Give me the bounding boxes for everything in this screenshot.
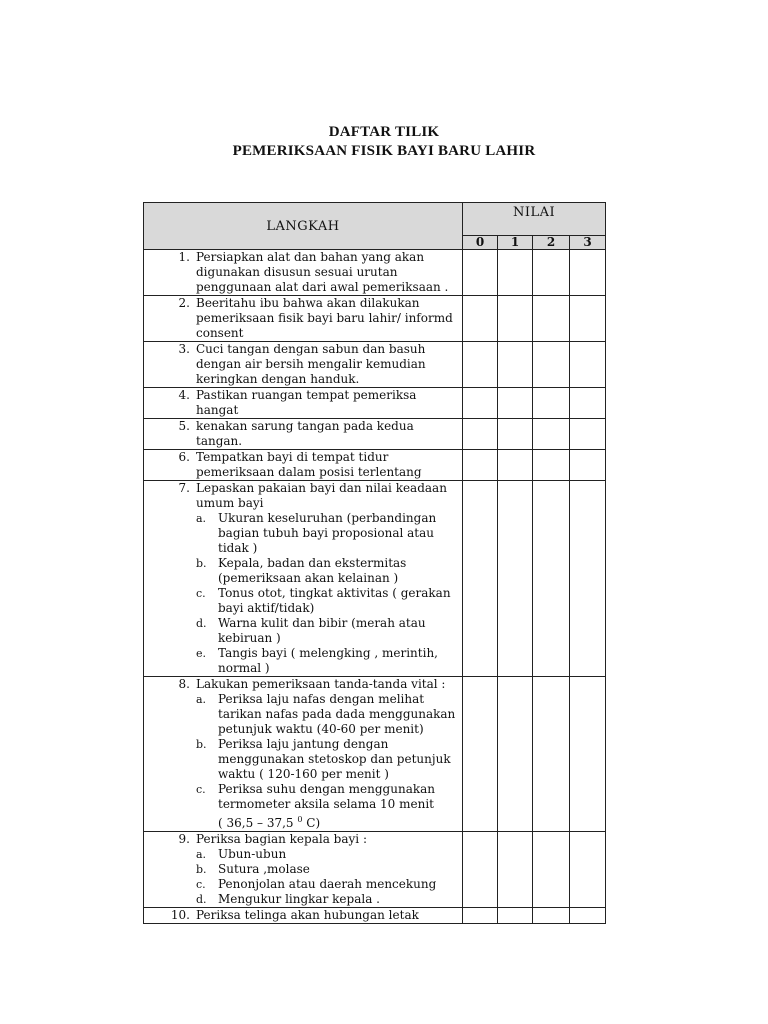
score-cell-2[interactable] [533,908,570,924]
table-row [144,832,606,908]
score-cell-1[interactable] [498,450,533,481]
sub-item-text: Penonjolan atau daerah mencekung [218,877,437,891]
sub-item-text: Sutura ,molase [218,862,310,876]
score-header-0: 0 [463,236,498,250]
sub-item-text: Ukuran keseluruhan (perbandingan bagian tubuh bayi proposional atau tidak ) [218,511,437,555]
step-number: 10. [170,908,190,922]
degree-superscript: 0 [297,815,303,824]
table-row [144,388,606,419]
sub-item [196,862,460,877]
step-number: 1. [178,250,190,264]
step-number: 7. [178,481,190,495]
step-line [144,388,460,418]
sub-item [196,646,460,676]
table-row [144,481,606,677]
step-number: 8. [178,677,190,691]
table-row [144,419,606,450]
step-text: Pastikan ruangan tempat pemeriksa hangat [196,388,417,417]
sub-item [196,737,460,782]
score-cell-0[interactable] [463,481,498,677]
step-cell [144,250,463,296]
sub-item-text: Tangis bayi ( melengking , merintih, normal ) [218,646,438,675]
score-cell-1[interactable] [498,419,533,450]
step-line [144,908,460,923]
sub-item [196,692,460,737]
checklist-table [143,202,606,924]
score-cell-2[interactable] [533,677,570,832]
score-cell-1[interactable] [498,296,533,342]
score-cell-1[interactable] [498,908,533,924]
score-cell-1[interactable] [498,388,533,419]
score-cell-3[interactable] [570,250,606,296]
score-cell-1[interactable] [498,677,533,832]
step-text: Periksa bagian kepala bayi : [196,832,367,846]
sub-item-letter: b. [196,557,207,570]
score-cell-0[interactable] [463,908,498,924]
sub-item-letter: a. [196,848,207,861]
step-line [144,481,460,511]
nilai-header: NILAI [463,203,606,236]
step-line [144,250,460,295]
step-line [144,342,460,387]
step-number: 6. [178,450,190,464]
score-cell-0[interactable] [463,388,498,419]
step-text: kenakan sarung tangan pada kedua tangan. [196,419,414,448]
score-cell-1[interactable] [498,342,533,388]
score-cell-3[interactable] [570,908,606,924]
step-line [144,677,460,692]
sub-item-letter: c. [196,878,206,891]
step-cell [144,450,463,481]
step-text: Periksa telinga akan hubungan letak [196,908,419,922]
step-cell [144,419,463,450]
sub-item-letter: b. [196,738,207,751]
step-cell [144,481,463,677]
sub-item [196,616,460,646]
table-row [144,450,606,481]
step-line [144,296,460,341]
sub-item-letter: b. [196,863,207,876]
step-line [144,419,460,449]
step-cell [144,908,463,924]
step-text: Persiapkan alat dan bahan yang akan digunakan disusun sesuai urutan penggunaan alat dari awal pemeriksaan . [196,250,449,294]
step-number: 4. [178,388,190,402]
score-header-3: 3 [570,236,606,250]
sub-item-letter: d. [196,893,207,906]
score-cell-3[interactable] [570,419,606,450]
score-cell-1[interactable] [498,832,533,908]
sub-item-text: Ubun-ubun [218,847,287,861]
step-number: 5. [178,419,190,433]
step-line [144,450,460,480]
sub-item [196,586,460,616]
score-cell-0[interactable] [463,450,498,481]
table-row [144,908,606,924]
score-header-2: 2 [533,236,570,250]
sub-item-text: Periksa suhu dengan menggunakan termometer aksila selama 10 menit ( 36,5 – 37,5 $^0$ C) [218,782,435,830]
score-cell-2[interactable] [533,419,570,450]
sub-item [196,892,460,907]
sub-item-letter: a. [196,512,207,525]
score-cell-3[interactable] [570,481,606,677]
table-row [144,296,606,342]
step-cell [144,296,463,342]
sub-item-letter: d. [196,617,207,630]
sub-item-text: Mengukur lingkar kepala . [218,892,380,906]
score-cell-2[interactable] [533,481,570,677]
score-cell-0[interactable] [463,342,498,388]
sub-item-text: Kepala, badan dan ekstermitas (pemeriksaan akan kelainan ) [218,556,407,585]
score-cell-3[interactable] [570,296,606,342]
sub-item [196,847,460,862]
langkah-header: LANGKAH [144,203,463,250]
step-cell [144,342,463,388]
sub-item-text: Tonus otot, tingkat aktivitas ( gerakan bayi aktif/tidak) [218,586,451,615]
table-row [144,342,606,388]
step-text: Lepaskan pakaian bayi dan nilai keadaan umum bayi [196,481,447,510]
sub-item-letter: c. [196,783,206,796]
step-number: 9. [178,832,190,846]
sub-item-text: Periksa laju jantung dengan menggunakan stetoskop dan petunjuk waktu ( 120-160 per menit ) [218,737,451,781]
sub-item [196,511,460,556]
sub-item-text: Periksa laju nafas dengan melihat tarikan nafas pada dada menggunakan petunjuk waktu (40-60 per menit) [218,692,456,736]
score-cell-3[interactable] [570,677,606,832]
score-cell-0[interactable] [463,296,498,342]
sub-item [196,782,460,831]
score-cell-3[interactable] [570,450,606,481]
score-cell-2[interactable] [533,388,570,419]
step-cell [144,677,463,832]
score-cell-0[interactable] [463,832,498,908]
score-cell-3[interactable] [570,832,606,908]
document-title: DAFTAR TILIK [328,124,440,140]
step-number: 3. [178,342,190,356]
score-header-1: 1 [498,236,533,250]
sub-item-letter: a. [196,693,207,706]
score-cell-2[interactable] [533,832,570,908]
step-text: Lakukan pemeriksaan tanda-tanda vital : [196,677,446,691]
sub-item [196,556,460,586]
score-cell-1[interactable] [498,250,533,296]
table-row [144,250,606,296]
table-row [144,677,606,832]
score-cell-2[interactable] [533,450,570,481]
sub-item-text: Warna kulit dan bibir (merah atau kebiruan ) [218,616,426,645]
score-cell-0[interactable] [463,250,498,296]
step-text: Tempatkan bayi di tempat tidur pemeriksaan dalam posisi terlentang [196,450,422,479]
score-cell-0[interactable] [463,677,498,832]
score-cell-2[interactable] [533,250,570,296]
score-cell-1[interactable] [498,481,533,677]
step-text: Cuci tangan dengan sabun dan basuh dengan air bersih mengalir kemudian keringkan dengan handuk. [196,342,426,386]
score-cell-2[interactable] [533,342,570,388]
step-cell [144,388,463,419]
score-cell-0[interactable] [463,419,498,450]
sub-item [196,877,460,892]
score-cell-3[interactable] [570,342,606,388]
step-text: Beeritahu ibu bahwa akan dilakukan pemeriksaan fisik bayi baru lahir/ informd consent [196,296,453,340]
score-cell-3[interactable] [570,388,606,419]
score-cell-2[interactable] [533,296,570,342]
sub-item-letter: e. [196,647,207,660]
document-subtitle: PEMERIKSAAN FISIK BAYI BARU LAHIR [232,143,536,159]
step-number: 2. [178,296,190,310]
step-cell [144,832,463,908]
sub-item-letter: c. [196,587,206,600]
step-line [144,832,460,847]
